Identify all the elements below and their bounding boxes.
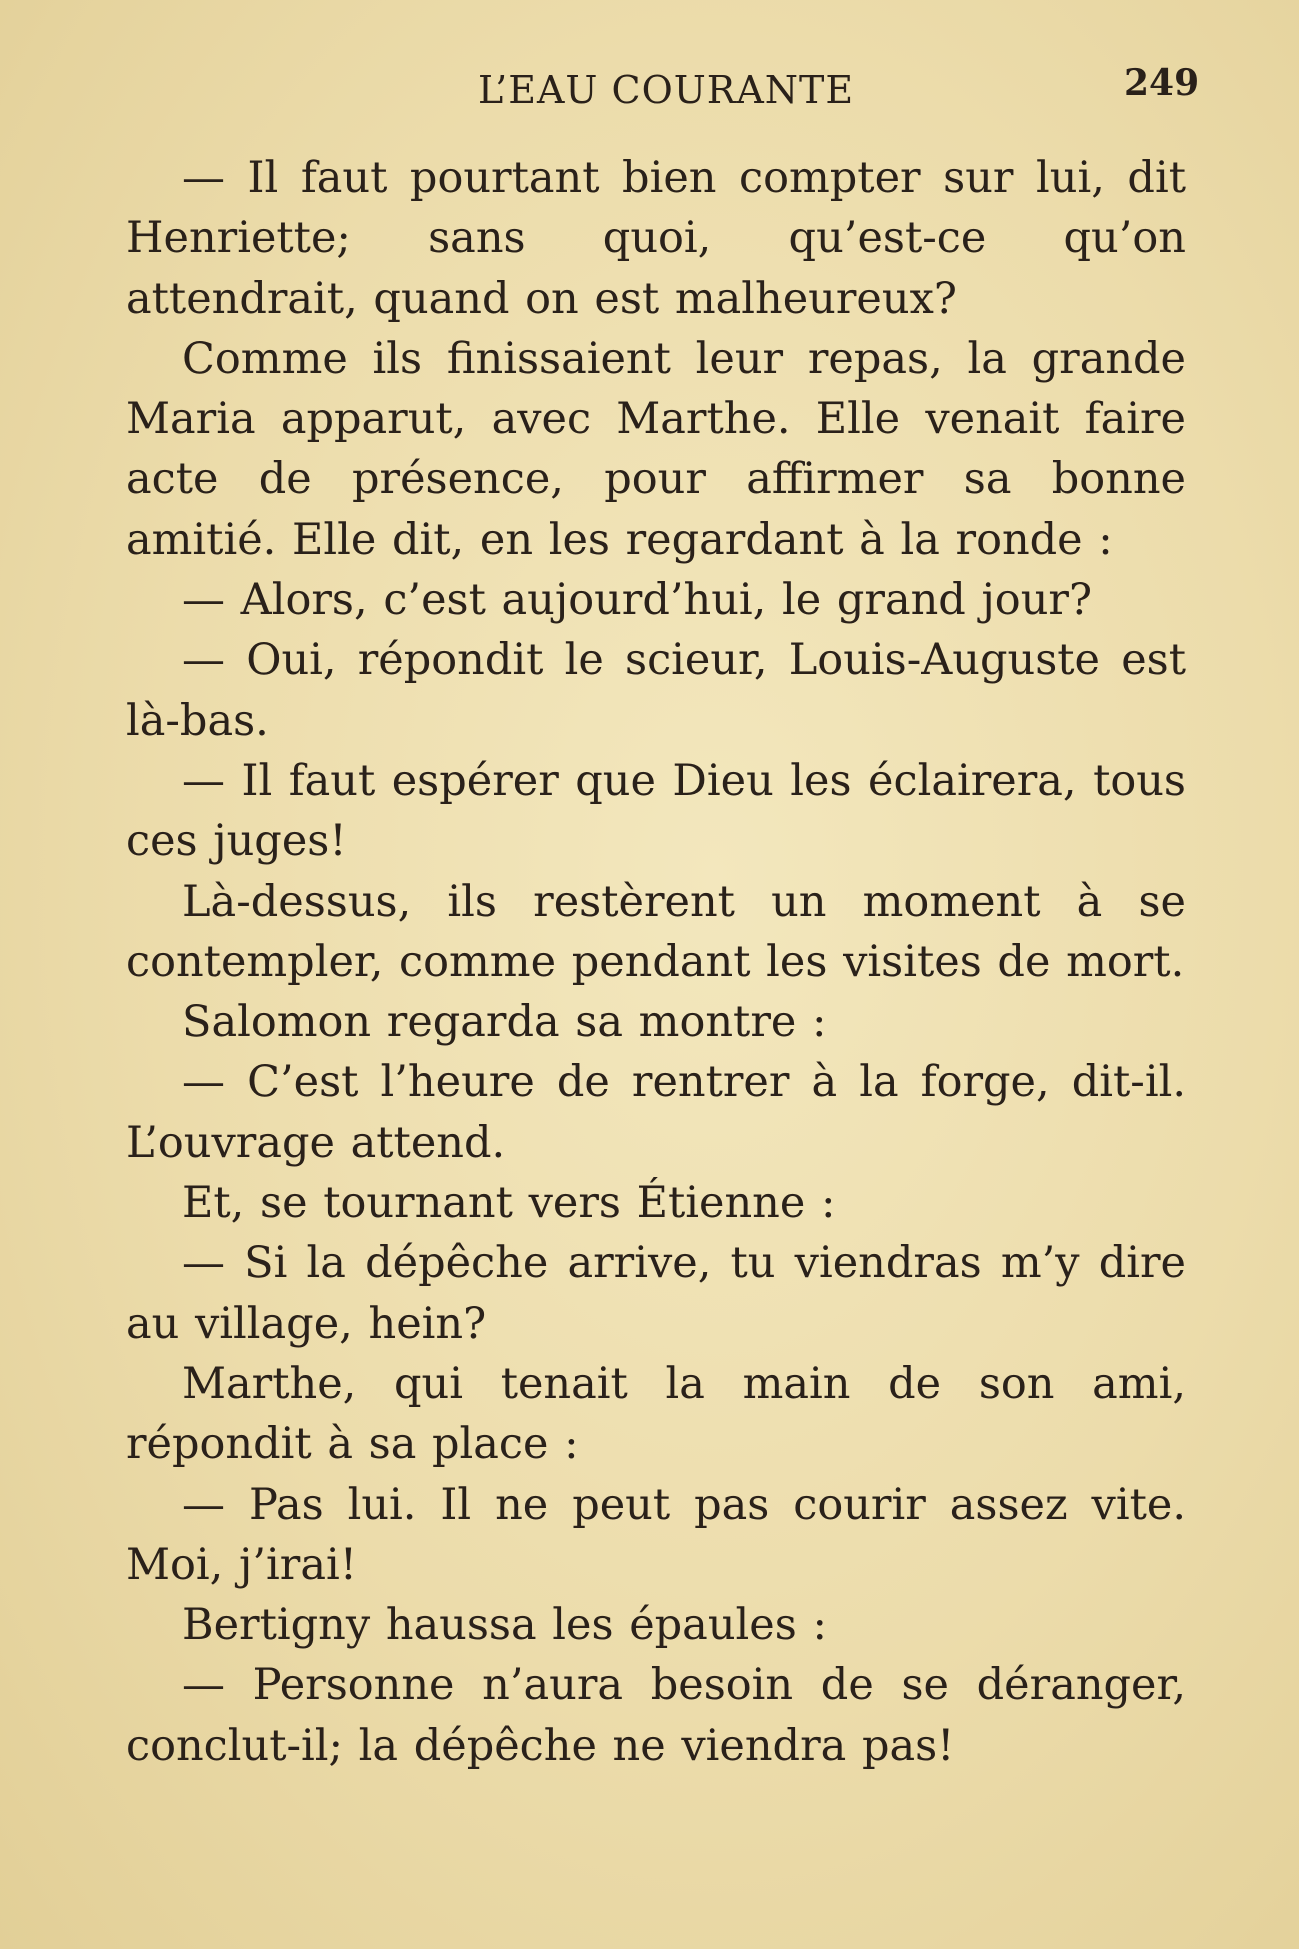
page-header xyxy=(0,62,1299,128)
paragraph: — Alors, c’est aujourd’hui, le grand jour? xyxy=(182,575,1093,626)
paragraph: Marthe, qui tenait la main de son ami, répondit à sa place : xyxy=(126,1358,1186,1470)
paragraph: — Il faut espérer que Dieu les éclairera, tous ces juges! xyxy=(126,755,1186,867)
paragraph: Et, se tournant vers Étienne : xyxy=(182,1178,836,1229)
page-number: 249 xyxy=(1124,62,1200,104)
paragraph: — C’est l’heure de rentrer à la forge, dit-il. L’ouvrage attend. xyxy=(126,1057,1186,1168)
paragraph: — Oui, répondit le scieur, Louis-Auguste est là-bas. xyxy=(126,635,1186,746)
paragraph: Salomon regarda sa montre : xyxy=(182,997,827,1048)
body-text xyxy=(126,148,1186,1776)
paragraph: — Si la dépêche arrive, tu viendras m’y dire au village, hein? xyxy=(126,1238,1186,1349)
paragraph: — Pas lui. Il ne peut pas courir assez vite. Moi, j’irai! xyxy=(126,1479,1186,1590)
paragraph: — Il faut pourtant bien compter sur lui, dit Henriette; sans quoi, qu’est-ce qu’on attendrait, quand on est malheureux? xyxy=(126,153,1186,324)
paragraph: Bertigny haussa les épaules : xyxy=(182,1600,827,1651)
paragraph: — Personne n’aura besoin de se déranger, conclut-il; la dépêche ne viendra pas! xyxy=(126,1660,1186,1771)
paragraph: Là-dessus, ils restèrent un moment à se contempler, comme pendant les visites de mort. xyxy=(126,876,1186,987)
running-title: L’EAU COURANTE xyxy=(478,68,855,112)
paragraph: Comme ils finissaient leur repas, la grande Maria apparut, avec Marthe. Elle venait faire acte de présence, pour affirmer sa bonne amitié. Elle dit, en les regardant à la ronde : xyxy=(126,333,1186,565)
